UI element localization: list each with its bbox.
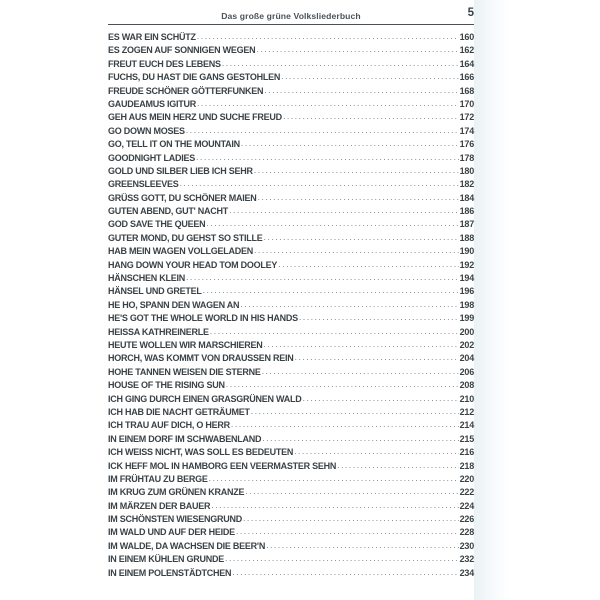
toc-row [108,137,474,150]
toc-row [108,204,474,217]
toc-entry-title: IM SCHÖNSTEN WIESENGRUND [108,514,243,525]
toc-leader-dots [295,351,459,361]
toc-leader-dots [180,177,459,187]
toc-row [108,30,474,43]
toc-entry-page: 212 [459,406,474,417]
toc-entry-title: GO, TELL IT ON THE MOUNTAIN [108,139,240,150]
toc-entry-page: 188 [459,232,474,243]
toc-entry-page: 226 [459,514,474,525]
toc-entry-title: HORCH, WAS KOMMT VON DRAUSSEN REIN [108,353,294,364]
toc-entry-page: 168 [459,85,474,96]
toc-leader-dots [264,338,459,348]
toc-row [108,472,474,485]
toc-entry-title: IN EINEM KÜHLEN GRUNDE [108,554,225,565]
toc-leader-dots [278,258,458,268]
toc-entry-title: HAB MEIN WAGEN VOLLGELADEN [108,246,254,257]
toc-leader-dots [186,124,459,134]
toc-leader-dots [209,472,459,482]
toc-entry-title: HANG DOWN YOUR HEAD TOM DOOLEY [108,259,278,270]
toc-row [108,97,474,110]
toc-entry-page: 164 [459,58,474,69]
toc-entry-title: GEH AUS MEIN HERZ UND SUCHE FREUD [108,112,282,123]
toc-entry-title: IM KRUG ZUM GRÜNEN KRANZE [108,487,245,498]
toc-row [108,43,474,56]
toc-row [108,151,474,164]
toc-row [108,512,474,525]
toc-entry-page: 230 [459,540,474,551]
toc-entry-title: ICH TRAU AUF DICH, O HERR [108,420,230,431]
toc-row [108,124,474,137]
toc-leader-dots [264,231,459,241]
page-content [108,0,474,578]
toc-leader-dots [186,271,459,281]
toc-entry-page: 204 [459,353,474,364]
toc-entry-page: 186 [459,206,474,217]
toc-entry-page: 216 [459,447,474,458]
toc-entry-page: 176 [459,139,474,150]
toc-row [108,284,474,297]
toc-leader-dots [240,298,458,308]
toc-entry-page: 187 [459,219,474,230]
toc-entry-page: 210 [459,393,474,404]
toc-leader-dots [299,311,459,321]
toc-entry-page: 192 [459,259,474,270]
toc-entry-page: 218 [459,460,474,471]
toc-entry-page: 178 [459,152,474,163]
toc-leader-dots [236,525,459,535]
toc-entry-title: IN EINEM POLENSTÄDTCHEN [108,567,232,578]
toc-entry-page: 214 [459,420,474,431]
toc-leader-dots [203,284,459,294]
toc-entry-page: 184 [459,192,474,203]
toc-entry-title: GREENSLEEVES [108,179,179,190]
toc-entry-page: 194 [459,273,474,284]
toc-row [108,418,474,431]
toc-entry-title: GOD SAVE THE QUEEN [108,219,206,230]
toc-leader-dots [232,566,458,576]
toc-row [108,499,474,512]
toc-leader-dots [266,539,459,549]
toc-leader-dots [262,365,459,375]
page-number: 5 [467,7,474,19]
toc-entry-page: 162 [459,45,474,56]
toc-entry-title: ICK HEFF MOL IN HAMBORG EEN VEERMASTER SEHN [108,460,337,471]
toc-entry-page: 206 [459,366,474,377]
toc-entry-page: 208 [459,380,474,391]
toc-leader-dots [281,70,458,80]
toc-entry-title: HOUSE OF THE RISING SUN [108,380,225,391]
toc-row [108,539,474,552]
book-title: Das große grüne Volksliederbuch [221,11,361,21]
toc-row [108,70,474,83]
header-rule [108,24,474,25]
toc-row [108,405,474,418]
toc-row [108,258,474,271]
toc-entry-page: 190 [459,246,474,257]
toc-leader-dots [283,110,459,120]
toc-row [108,110,474,123]
toc-leader-dots [258,191,459,201]
toc-entry-title: IM WALDE, DA WACHSEN DIE BEER'N [108,540,266,551]
toc-entry-title: IM MÄRZEN DER BAUER [108,500,211,511]
toc-leader-dots [206,217,458,227]
toc-row [108,244,474,257]
toc-row [108,365,474,378]
toc-entry-page: 172 [459,112,474,123]
toc-entry-page: 228 [459,527,474,538]
toc-leader-dots [262,432,458,442]
toc-entry-title: ICH HAB DIE NACHT GETRÄUMET [108,406,250,417]
toc-entry-title: HEUTE WOLLEN WIR MARSCHIEREN [108,339,263,350]
toc-row [108,217,474,230]
toc-entry-page: 220 [459,473,474,484]
toc-leader-dots [264,84,458,94]
toc-row [108,57,474,70]
toc-entry-title: ES WAR EIN SCHÜTZ [108,32,196,42]
toc-row [108,271,474,284]
toc-entry-title: HÄNSEL UND GRETEL [108,286,202,297]
toc-entry-title: HEISSA KATHREINERLE [108,326,209,337]
toc-leader-dots [254,244,459,254]
toc-entry-title: HE'S GOT THE WHOLE WORLD IN HIS HANDS [108,313,298,324]
toc-entry-title: HÄNSCHEN KLEIN [108,273,186,284]
toc-row [108,485,474,498]
toc-leader-dots [256,43,458,53]
toc-entry-title: ICH GING DURCH EINEN GRASGRÜNEN WALD [108,393,302,404]
toc-entry-page: 198 [459,299,474,310]
toc-entry-page: 232 [459,554,474,565]
toc-row [108,164,474,177]
toc-entry-page: 174 [459,125,474,136]
toc-row [108,392,474,405]
toc-leader-dots [197,97,459,107]
toc-leader-dots [197,30,459,40]
toc-leader-dots [303,392,459,402]
toc-entry-page: 224 [459,500,474,511]
page-header [108,0,474,30]
toc-row [108,445,474,458]
toc-leader-dots [196,151,459,161]
toc-entry-title: GAUDEAMUS IGITUR [108,98,196,109]
toc-row [108,231,474,244]
toc-entry-page: 196 [459,286,474,297]
toc-row [108,566,474,579]
toc-row [108,325,474,338]
toc-row [108,432,474,445]
toc-entry-title: GOODNIGHT LADIES [108,152,196,163]
toc-row [108,525,474,538]
toc-entry-page: 182 [459,179,474,190]
toc-row [108,191,474,204]
toc-row [108,459,474,472]
page-edge-shade [474,0,510,600]
toc-entry-title: GUTEN ABEND, GUT' NACHT [108,206,229,217]
toc-entry-page: 234 [459,567,474,578]
toc-entry-title: ES ZOGEN AUF SONNIGEN WEGEN [108,45,256,56]
toc-list [108,30,474,579]
toc-leader-dots [245,485,458,495]
toc-entry-title: GO DOWN MOSES [108,125,185,136]
toc-leader-dots [337,459,458,469]
toc-entry-page: 202 [459,339,474,350]
toc-entry-title: FUCHS, DU HAST DIE GANS GESTOHLEN [108,72,281,83]
toc-row [108,177,474,190]
toc-entry-title: ICH WEISS NICHT, WAS SOLL ES BEDEUTEN [108,447,294,458]
toc-leader-dots [251,405,459,415]
toc-entry-title: IN EINEM DORF IM SCHWABENLAND [108,433,262,444]
toc-entry-page: 200 [459,326,474,337]
toc-row [108,311,474,324]
toc-leader-dots [294,445,458,455]
toc-entry-title: FREUT EUCH DES LEBENS [108,58,221,69]
toc-row [108,378,474,391]
toc-entry-page: 222 [459,487,474,498]
toc-entry-title: HE HO, SPANN DEN WAGEN AN [108,299,240,310]
toc-entry-title: GUTER MOND, DU GEHST SO STILLE [108,232,263,243]
toc-row [108,351,474,364]
toc-entry-page: 180 [459,165,474,176]
toc-leader-dots [210,325,459,335]
toc-row [108,338,474,351]
toc-row [108,552,474,565]
toc-entry-page: 160 [459,32,474,42]
toc-entry-page: 215 [459,433,474,444]
toc-leader-dots [241,137,459,147]
toc-entry-page: 170 [459,98,474,109]
toc-entry-title: GOLD UND SILBER LIEB ICH SEHR [108,165,253,176]
toc-leader-dots [231,418,459,428]
toc-entry-title: HOHE TANNEN WEISEN DIE STERNE [108,366,261,377]
toc-row [108,298,474,311]
toc-entry-title: GRÜSS GOTT, DU SCHÖNER MAIEN [108,192,257,203]
toc-leader-dots [225,552,459,562]
toc-entry-page: 199 [459,313,474,324]
toc-entry-title: IM WALD UND AUF DER HEIDE [108,527,235,538]
toc-leader-dots [211,499,458,509]
toc-entry-page: 166 [459,72,474,83]
toc-leader-dots [222,57,459,67]
toc-row [108,84,474,97]
toc-leader-dots [254,164,459,174]
toc-leader-dots [243,512,459,522]
toc-entry-title: FREUDE SCHÖNER GÖTTERFUNKEN [108,85,264,96]
toc-leader-dots [226,378,459,388]
toc-leader-dots [229,204,459,214]
toc-entry-title: IM FRÜHTAU ZU BERGE [108,473,208,484]
